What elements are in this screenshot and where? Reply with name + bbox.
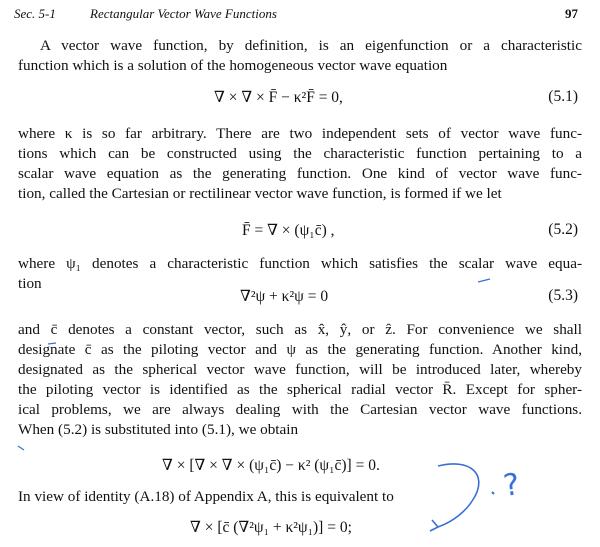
ink-tick-mark-2: [48, 343, 56, 344]
text-line: where κ is so far arbitrary. There are two independent sets of vector wave func-: [18, 125, 582, 142]
text-line: and c̄ denotes a constant vector, such as x̂, ŷ, or ẑ. For convenience we shall: [18, 321, 582, 338]
text-line: function which is a solution of the homogeneous vector wave equation: [18, 57, 448, 74]
text-line: A vector wave function, by definition, is an eigenfunction or a characteristic: [40, 37, 582, 54]
equation-formula: F̄ = ∇ × (ψ₁c̄) ,: [242, 222, 335, 239]
question-mark-annotation: ?: [501, 467, 522, 504]
text-line: tion, called the Cartesian or rectilinear vector wave function, is formed if we let: [18, 185, 502, 202]
text-line: When (5.2) is substituted into (5.1), we obtain: [18, 421, 299, 438]
text-line: scalar wave equation as the generating function. One kind of vector wave func-: [18, 165, 582, 182]
equation-formula: ∇²ψ + κ²ψ = 0: [240, 288, 329, 305]
ink-arrow-head: [430, 520, 438, 531]
text-line: In view of identity (A.18) of Appendix A, this is equivalent to: [18, 488, 394, 505]
ink-bracket-arc: [438, 464, 479, 527]
text-line: designated as the spherical vector wave function, will be introduced later, whereby: [18, 361, 582, 378]
text-line: the piloting vector is identified as the spherical radial vector R̄. Except for spher-: [18, 381, 582, 398]
ink-small-dot: [492, 492, 494, 494]
equation-formula: ∇ × [c̄ (∇²ψ₁ + κ²ψ₁)] = 0;: [190, 519, 352, 536]
equation-formula: ∇ × [∇ × ∇ × (ψ₁c̄) − κ² (ψ₁c̄)] = 0.: [162, 457, 380, 474]
text-line: tion: [18, 275, 42, 292]
equation-number: (5.2): [548, 221, 578, 238]
ink-tick-mark: [478, 279, 490, 282]
page-number: 97: [565, 6, 578, 21]
equation-formula: ∇ × ∇ × F̄ − κ²F̄ = 0,: [214, 89, 343, 106]
text-line: where ψ₁ denotes a characteristic function which satisfies the scalar wave equa-: [18, 255, 582, 272]
text-line: ical problems, we are always dealing with the Cartesian vector wave functions.: [18, 401, 582, 418]
equation-number: (5.3): [548, 287, 578, 304]
section-label: Sec. 5-1: [14, 6, 56, 21]
text-line: designate c̄ as the piloting vector and ψ as the generating function. Another kind,: [18, 341, 582, 358]
ink-tick-mark-3: [18, 446, 24, 450]
equation-number: (5.1): [548, 88, 578, 105]
text-line: tions which can be constructed using the characteristic function pertaining to a: [18, 145, 582, 162]
chapter-title: Rectangular Vector Wave Functions: [90, 6, 277, 21]
